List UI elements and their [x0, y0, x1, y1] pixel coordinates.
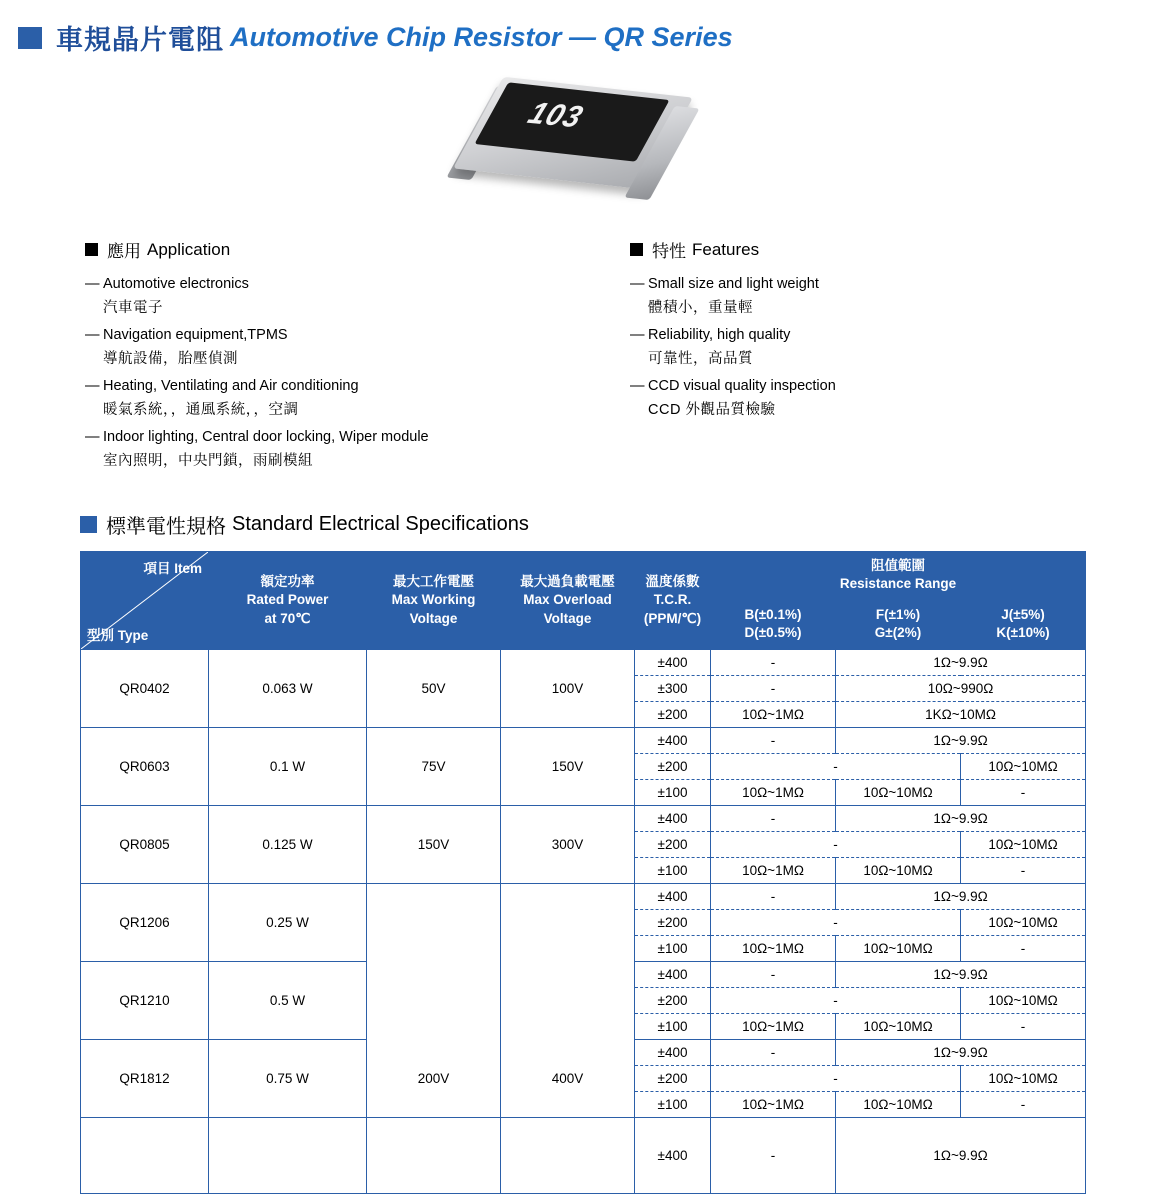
tcr-cell: ±200	[635, 988, 711, 1014]
tcr-cell: ±400	[635, 806, 711, 832]
application-column	[85, 237, 630, 480]
resistance-cell-span: -	[711, 910, 961, 936]
resistance-cell-span: 1Ω~9.9Ω	[836, 884, 1086, 910]
dash-icon: —	[85, 429, 100, 445]
power-cell: 0.75 W	[209, 1040, 367, 1118]
working-voltage-cell: 75V	[367, 728, 501, 806]
corner-item-label: 項目 Item	[143, 561, 202, 576]
type-cell: QR1210	[81, 962, 209, 1040]
resistance-cell-span: -	[711, 1066, 961, 1092]
header-line: J(±5%)	[1001, 606, 1045, 622]
dash-icon: —	[630, 327, 645, 343]
power-cell: 0.25 W	[209, 884, 367, 962]
working-voltage-cell	[367, 884, 501, 962]
dash-icon: —	[630, 276, 645, 292]
tcr-cell: ±200	[635, 832, 711, 858]
feature-item-en: Reliability, high quality	[648, 327, 791, 343]
header-line: (PPM/℃)	[643, 610, 702, 626]
resistance-cell: -	[961, 780, 1086, 806]
working-voltage-cell: 50V	[367, 650, 501, 728]
overload-voltage-cell: 400V	[501, 1040, 635, 1118]
resistance-cell: -	[961, 1092, 1086, 1118]
header-tcr	[635, 552, 711, 650]
header-line: 溫度係數	[645, 574, 700, 590]
working-voltage-cell	[367, 1118, 501, 1194]
application-item-en: Navigation equipment,TPMS	[103, 327, 288, 343]
resistance-cell: 10Ω~1MΩ	[711, 936, 836, 962]
resistance-cell: 10Ω~1MΩ	[711, 780, 836, 806]
header-line: 最大工作電壓	[393, 574, 474, 590]
resistance-cell: -	[961, 936, 1086, 962]
resistance-cell-span: 1Ω~9.9Ω	[836, 1118, 1086, 1194]
application-heading	[85, 237, 630, 262]
header-line: Rated Power	[246, 592, 329, 608]
resistance-cell-span: 1Ω~9.9Ω	[836, 650, 1086, 676]
overload-voltage-cell: 300V	[501, 806, 635, 884]
power-cell	[209, 1118, 367, 1194]
header-line: 額定功率	[260, 574, 315, 590]
type-cell	[81, 1118, 209, 1194]
resistance-cell: -	[711, 806, 836, 832]
overload-voltage-cell: 100V	[501, 650, 635, 728]
overload-voltage-cell	[501, 884, 635, 962]
resistance-cell: 10Ω~10MΩ	[836, 780, 961, 806]
working-voltage-cell: 150V	[367, 806, 501, 884]
tcr-cell: ±100	[635, 1014, 711, 1040]
header-line: K(±10%)	[996, 625, 1050, 640]
resistance-cell: -	[711, 1040, 836, 1066]
application-item-cn: 暖氣系統，，通風系統，，空調	[103, 402, 299, 418]
resistance-cell: 10Ω~10MΩ	[961, 754, 1086, 780]
dash-icon: —	[85, 378, 100, 394]
overload-voltage-cell	[501, 1118, 635, 1194]
header-line: at 70℃	[264, 610, 311, 626]
application-list	[85, 276, 630, 470]
resistance-cell-span: -	[711, 988, 961, 1014]
chip-code-label: 103	[522, 96, 588, 135]
page-title	[0, 0, 1165, 57]
section-bullet-icon	[80, 516, 97, 533]
header-line: Max Overload	[523, 592, 612, 608]
table-row	[81, 728, 1086, 754]
spec-table	[80, 551, 1086, 1194]
tcr-cell: ±300	[635, 676, 711, 702]
power-cell: 0.1 W	[209, 728, 367, 806]
header-line: Resistance Range	[839, 576, 957, 591]
resistance-cell: 10Ω~10MΩ	[836, 936, 961, 962]
header-tolerance-jk	[961, 599, 1086, 650]
header-line: 最大過負載電壓	[520, 574, 615, 590]
resistance-cell-span: 1Ω~9.9Ω	[836, 1040, 1086, 1066]
tcr-cell: ±100	[635, 1092, 711, 1118]
tcr-cell: ±200	[635, 910, 711, 936]
application-item-en: Indoor lighting, Central door locking, Wiper module	[103, 429, 429, 445]
header-line: D(±0.5%)	[744, 625, 802, 640]
type-cell: QR0603	[81, 728, 209, 806]
list-item	[85, 378, 630, 419]
resistance-cell: -	[711, 884, 836, 910]
table-row	[81, 806, 1086, 832]
resistance-cell: 10Ω~10MΩ	[961, 910, 1086, 936]
resistance-cell: -	[961, 858, 1086, 884]
header-tolerance-bd	[711, 599, 836, 650]
list-item	[85, 276, 630, 317]
application-item-cn: 導航設備，胎壓偵測	[103, 351, 238, 367]
tcr-cell: ±200	[635, 754, 711, 780]
resistance-cell: 10Ω~10MΩ	[836, 1014, 961, 1040]
header-line: Voltage	[409, 610, 458, 626]
list-item	[630, 276, 1130, 317]
power-cell: 0.063 W	[209, 650, 367, 728]
list-item	[85, 327, 630, 368]
application-item-en: Heating, Ventilating and Air conditioning	[103, 378, 359, 394]
feature-item-en: CCD visual quality inspection	[648, 378, 836, 394]
tcr-cell: ±400	[635, 650, 711, 676]
overload-voltage-cell: 150V	[501, 728, 635, 806]
application-item-cn: 室內照明，中央門鎖，雨刷模組	[103, 453, 313, 469]
resistance-cell-span: 1Ω~9.9Ω	[836, 728, 1086, 754]
corner-header-cell	[81, 552, 209, 650]
resistance-cell: -	[961, 1014, 1086, 1040]
resistance-cell: 10Ω~10MΩ	[836, 1092, 961, 1118]
header-tolerance-fg	[836, 599, 961, 650]
features-list	[630, 276, 1130, 419]
resistance-cell: -	[711, 650, 836, 676]
header-max-overload-voltage	[501, 552, 635, 650]
features-heading	[630, 237, 1130, 262]
tcr-cell: ±400	[635, 962, 711, 988]
feature-item-cn: CCD 外觀品質檢驗	[648, 402, 776, 418]
tcr-cell: ±100	[635, 858, 711, 884]
header-line: 阻值範圍	[871, 557, 926, 573]
header-rated-power	[209, 552, 367, 650]
dash-icon: —	[85, 327, 100, 343]
page-title-en: Automotive Chip Resistor — QR Series	[230, 22, 733, 52]
resistance-cell: 10Ω~10MΩ	[961, 832, 1086, 858]
resistance-cell-span: 1KΩ~10MΩ	[836, 702, 1086, 728]
resistance-cell: 10Ω~10MΩ	[836, 858, 961, 884]
section-bullet-icon	[630, 243, 643, 256]
resistance-cell-span: 10Ω~990Ω	[836, 676, 1086, 702]
table-row	[81, 962, 1086, 988]
power-cell: 0.125 W	[209, 806, 367, 884]
page-title-cn: 車規晶片電阻	[56, 25, 224, 55]
application-heading-cn: 應用	[107, 242, 141, 261]
application-item-en: Automotive electronics	[103, 276, 249, 292]
type-cell: QR1206	[81, 884, 209, 962]
resistance-cell-span: -	[711, 832, 961, 858]
header-line: F(±1%)	[875, 606, 921, 622]
features-column	[630, 237, 1130, 480]
header-line: T.C.R.	[653, 592, 692, 608]
resistance-cell: 10Ω~1MΩ	[711, 1092, 836, 1118]
table-row	[81, 1040, 1086, 1066]
resistance-cell: -	[711, 728, 836, 754]
table-row	[81, 650, 1086, 676]
tcr-cell: ±100	[635, 936, 711, 962]
section-bullet-icon	[85, 243, 98, 256]
feature-columns	[0, 237, 1165, 480]
resistance-cell: 10Ω~1MΩ	[711, 1014, 836, 1040]
resistance-cell: -	[711, 676, 836, 702]
tcr-cell: ±400	[635, 1118, 711, 1194]
spec-section-heading	[0, 510, 1165, 539]
tcr-cell: ±200	[635, 702, 711, 728]
header-max-working-voltage	[367, 552, 501, 650]
resistance-cell-span: 1Ω~9.9Ω	[836, 806, 1086, 832]
list-item	[85, 429, 630, 470]
resistance-cell: 10Ω~10MΩ	[961, 1066, 1086, 1092]
header-line: B(±0.1%)	[744, 606, 802, 622]
spec-heading-en: Standard Electrical Specifications	[232, 513, 529, 535]
header-line: G±(2%)	[874, 625, 922, 640]
resistance-cell: 10Ω~1MΩ	[711, 702, 836, 728]
application-item-cn: 汽車電子	[103, 300, 163, 316]
tcr-cell: ±400	[635, 1040, 711, 1066]
resistance-cell: 10Ω~10MΩ	[961, 988, 1086, 1014]
type-cell: QR0805	[81, 806, 209, 884]
dash-icon: —	[85, 276, 100, 292]
resistance-cell: -	[711, 1118, 836, 1194]
working-voltage-cell	[367, 962, 501, 1040]
overload-voltage-cell	[501, 962, 635, 1040]
power-cell: 0.5 W	[209, 962, 367, 1040]
features-heading-en: Features	[692, 239, 760, 259]
tcr-cell: ±400	[635, 728, 711, 754]
table-row	[81, 1118, 1086, 1194]
product-image	[473, 79, 693, 209]
list-item	[630, 327, 1130, 368]
spec-heading-cn: 標準電性規格	[106, 516, 226, 538]
tcr-cell: ±400	[635, 884, 711, 910]
dash-icon: —	[630, 378, 645, 394]
corner-type-label: 型別 Type	[87, 628, 149, 643]
working-voltage-cell: 200V	[367, 1040, 501, 1118]
feature-item-cn: 體積小，重量輕	[648, 300, 753, 316]
feature-item-cn: 可靠性，高品質	[648, 351, 753, 367]
header-line: Voltage	[543, 610, 592, 626]
table-header-row	[81, 552, 1086, 599]
application-heading-en: Application	[147, 239, 231, 259]
type-cell: QR0402	[81, 650, 209, 728]
tcr-cell: ±200	[635, 1066, 711, 1092]
feature-item-en: Small size and light weight	[648, 276, 819, 292]
resistance-cell-span: -	[711, 754, 961, 780]
resistance-cell: -	[711, 962, 836, 988]
resistance-cell: 10Ω~1MΩ	[711, 858, 836, 884]
list-item	[630, 378, 1130, 419]
features-heading-cn: 特性	[652, 242, 686, 261]
resistance-cell-span: 1Ω~9.9Ω	[836, 962, 1086, 988]
table-row	[81, 884, 1086, 910]
type-cell: QR1812	[81, 1040, 209, 1118]
tcr-cell: ±100	[635, 780, 711, 806]
header-resistance-range	[711, 552, 1086, 599]
header-line: Max Working	[391, 592, 476, 608]
title-bullet-icon	[18, 27, 42, 49]
